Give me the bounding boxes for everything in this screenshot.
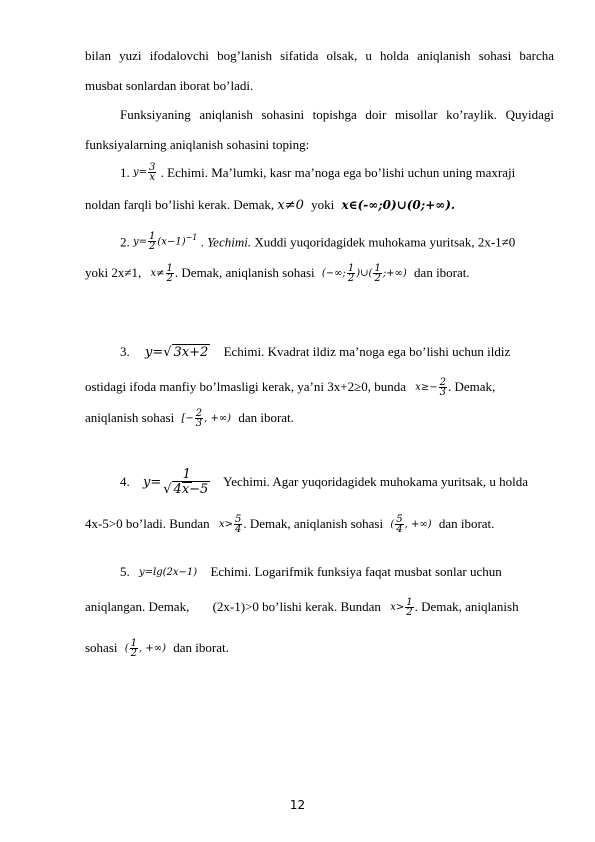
fraction-numerator: 1 <box>130 638 138 650</box>
radicand: 4x−5 <box>173 482 209 498</box>
example-number: 2. <box>120 234 130 250</box>
fraction-denominator: 3 <box>439 387 447 399</box>
condition-lhs: x> <box>218 519 233 531</box>
paragraph-line: bilan yuzi ifodalovchi bog’lanish sifatida olsak, u holda aniqlanish sohasi barcha <box>85 48 554 63</box>
text-span: yoki <box>311 197 335 212</box>
example-5-line-2 <box>85 596 554 618</box>
fraction-denominator: 2 <box>166 273 173 285</box>
domain-part: ( <box>390 519 395 531</box>
fraction-denominator: 3 <box>195 418 203 430</box>
text-span: . Demak, aniqlanish sohasi <box>243 516 384 531</box>
condition-lhs: x≠ <box>150 268 165 280</box>
fraction-numerator: 2 <box>439 377 447 389</box>
text-span: ostidagi ifoda manfiy bo’lmasligi kerak, ya’ni 3x+2≥0, bunda <box>85 379 406 394</box>
condition <box>151 263 175 285</box>
fraction-denominator: 2 <box>149 241 156 253</box>
example-3-line-2 <box>85 376 554 398</box>
paragraph-line: musbat sonlardan iborat bo’ladi. <box>85 78 254 93</box>
fraction-numerator: 5 <box>234 514 242 526</box>
example-4-line-1 <box>120 467 554 497</box>
formula-lhs: y= <box>145 345 164 361</box>
domain-result: x∈(-∞;0)∪(0;+∞). <box>341 198 456 212</box>
fraction-denominator: 2 <box>347 273 355 285</box>
formula-exponent: −1 <box>185 233 198 242</box>
formula-lhs: y= <box>133 236 148 248</box>
condition <box>219 514 243 536</box>
fraction-denominator: 2 <box>406 607 413 619</box>
text-span: aniqlangan. Demak, <box>85 599 190 614</box>
text-span: . Demak, aniqlanish <box>414 599 519 614</box>
formula-lhs: y= <box>133 167 148 178</box>
formula-rest: (x−1) <box>157 236 186 248</box>
fraction-numerator: 1 <box>347 263 355 275</box>
example-2-line-1: 2. y= $\frac{1}{2}$ $(x-1)^{-1}$ . Yechimi. Xuddi yuqoridagidek muhokama yuritsak, 2x-1≠0 <box>120 227 554 249</box>
formula: y= $\frac{1}{√ 4x-5}$ <box>143 467 209 498</box>
fraction-numerator: 1 <box>166 263 173 275</box>
fraction-denominator: x <box>149 172 156 183</box>
text-span: noldan farqli bo’lishi kerak. Demak, <box>85 197 275 212</box>
fraction-denominator: 2 <box>130 648 138 660</box>
domain-formula <box>322 263 407 285</box>
formula <box>133 162 157 184</box>
domain-part: [− <box>181 413 194 425</box>
domain-formula <box>125 638 166 660</box>
condition <box>415 377 448 399</box>
condition: x≠0 <box>277 198 304 213</box>
fraction-numerator: 5 <box>396 514 403 526</box>
domain-formula <box>181 408 231 430</box>
example-3-line-3 <box>85 407 554 429</box>
text-span: dan iborat. <box>414 265 470 280</box>
formula: y=√ 3x+2 <box>145 345 209 361</box>
condition-lhs: x> <box>390 602 405 614</box>
fraction-numerator: 3 <box>149 162 156 173</box>
fraction-denominator: 2 <box>374 273 381 285</box>
domain-part: ( <box>124 643 129 655</box>
fraction-numerator: 1 <box>374 263 381 275</box>
page-number: 12 <box>289 798 306 812</box>
domain-part: , +∞) <box>204 413 232 425</box>
radicand: 3x+2 <box>173 345 209 361</box>
text-span: yoki 2x≠1, <box>85 265 142 280</box>
example-5-line-1 <box>120 561 554 583</box>
text-span: dan iborat. <box>173 640 229 655</box>
paragraph-line: funksiyalarning aniqlanish sohasini toping: <box>85 137 310 152</box>
example-text: . Echimi. Ma’lumki, kasr ma’noga ega bo’lishi uchun uning maxraji <box>160 165 516 180</box>
domain-part: )∪( <box>356 268 373 280</box>
domain-part: , +∞) <box>139 643 166 655</box>
fraction-numerator: 2 <box>195 408 203 420</box>
text-span: aniqlanish sohasi <box>85 410 175 425</box>
example-2-line-2 <box>85 262 554 284</box>
example-number: 5. <box>120 564 130 579</box>
fraction-numerator: 1 <box>149 231 156 243</box>
condition-lhs: x≥− <box>415 382 438 394</box>
example-number: 3. <box>120 344 130 359</box>
fraction-denominator: 4 <box>396 524 403 536</box>
fraction-numerator: 1 <box>406 597 413 609</box>
example-text: Xuddi yuqoridagidek muhokama yuritsak, 2x-1≠0 <box>254 234 516 250</box>
domain-part: ;+∞) <box>382 268 407 280</box>
text-span: . Demak, <box>448 379 496 394</box>
example-text: Echimi. Kvadrat ildiz ma’noga ega bo’lishi uchun ildiz <box>223 344 511 359</box>
fraction-numerator: 1 <box>182 467 191 483</box>
example-1-line-1 <box>120 162 554 184</box>
text-span: 4x-5>0 bo’ladi. Bundan <box>85 516 210 531</box>
solution-label: Yechimi. <box>207 234 252 250</box>
text-span: dan iborat. <box>438 516 495 531</box>
condition <box>390 597 414 619</box>
formula <box>133 227 197 253</box>
fraction-denominator: 4 <box>234 524 242 536</box>
domain-formula <box>390 514 431 536</box>
example-4-line-2 <box>85 513 554 535</box>
example-1-line-2 <box>85 196 554 214</box>
text-span: sohasi <box>85 640 118 655</box>
formula: y=lg(2x−1) <box>139 567 198 579</box>
text-span: . Demak, aniqlanish sohasi <box>174 265 315 280</box>
domain-part: (−∞; <box>321 268 346 280</box>
formula-lhs: y= <box>143 475 162 491</box>
text-span: (2x-1)>0 bo’lishi kerak. Bundan <box>212 599 381 614</box>
example-number: 1. <box>120 165 130 180</box>
example-5-line-3 <box>85 637 554 659</box>
example-3-line-1 <box>120 340 554 364</box>
paragraph-line: Funksiyaning aniqlanish sohasini topishga doir misollar ko’raylik. Quyidagi <box>120 107 554 122</box>
text-span: dan iborat. <box>238 410 294 425</box>
domain-part: , +∞) <box>404 519 432 531</box>
example-number: 4. <box>120 474 130 489</box>
example-text: Echimi. Logarifmik funksiya faqat musbat sonlar uchun <box>210 564 502 579</box>
example-text: Yechimi. Agar yuqoridagidek muhokama yuritsak, u holda <box>223 474 528 489</box>
